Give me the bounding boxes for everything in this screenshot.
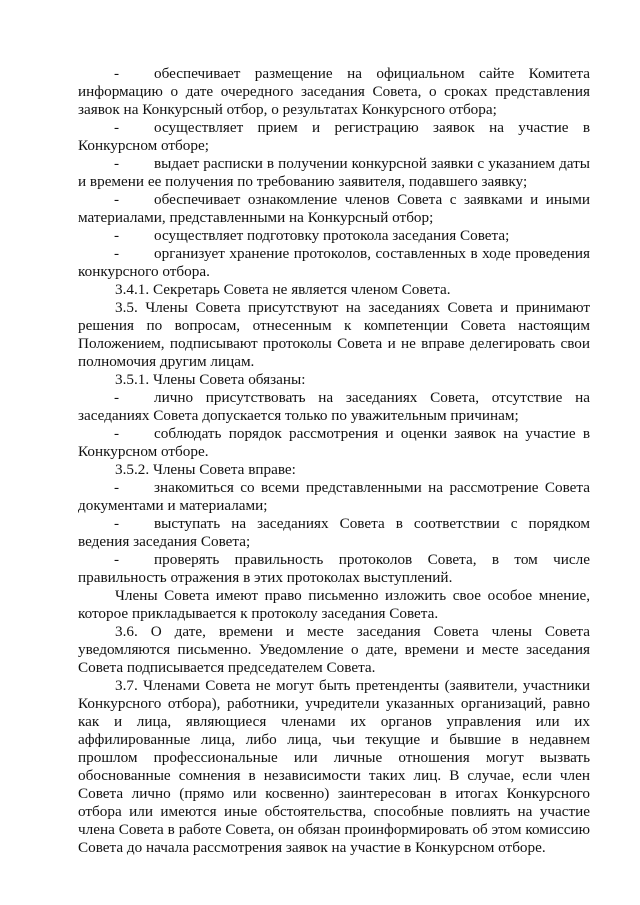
dash-bullet: -	[114, 245, 120, 262]
dash-bullet: -	[114, 191, 120, 208]
list-item-text: обеспечивает размещение на официальном сайте Комитета информацию о дате очередного заседания Совета, о сроках представления заявок на Конкурсный отбор, о результатах Конкурсного отбора;	[78, 65, 590, 118]
list-item-text: обеспечивает ознакомление членов Совета с заявками и иными материалами, представленными на Конкурсный отбор;	[78, 191, 590, 226]
list-item	[78, 65, 590, 119]
list-item	[78, 155, 590, 191]
dash-bullet: -	[114, 479, 120, 496]
paragraph: 3.5.1. Члены Совета обязаны:	[115, 371, 306, 388]
paragraph: 3.5. Члены Совета присутствуют на заседаниях Совета и принимают решения по вопросам, отнесенным к компетенции Совета настоящим Положением, подписывают протоколы Совета и не вправе делегировать свои полномочия другим лицам.	[78, 299, 590, 370]
list-item-text: соблюдать порядок рассмотрения и оценки заявок на участие в Конкурсном отборе.	[78, 425, 590, 460]
dash-bullet: -	[114, 65, 120, 82]
paragraph: 3.6. О дате, времени и месте заседания Совета члены Совета уведомляются письменно. Уведомление о дате, времени и месте заседания Совета подписывается председателем Совета.	[78, 623, 590, 676]
list-item-text: знакомиться со всеми представленными на рассмотрение Совета документами и материалами;	[78, 479, 590, 514]
list-item	[78, 515, 590, 551]
paragraph: 3.4.1. Секретарь Совета не является членом Совета.	[115, 281, 451, 298]
list-item	[78, 551, 590, 587]
paragraph: 3.5.2. Члены Совета вправе:	[115, 461, 296, 478]
list-item-text: выступать на заседаниях Совета в соответствии с порядком ведения заседания Совета;	[78, 515, 590, 550]
list-item-text: лично присутствовать на заседаниях Совета, отсутствие на заседаниях Совета допускается только по уважительным причинам;	[78, 389, 590, 424]
list-item-text: выдает расписки в получении конкурсной заявки с указанием даты и времени ее получения по требованию заявителя, подавшего заявку;	[78, 155, 590, 190]
paragraph: 3.7. Членами Совета не могут быть претенденты (заявители, участники Конкурсного отбора), работники, учредители указанных организаций, равно как и лица, являющиеся членами их органов управления или их аффилированные лица, либо лица, чьи текущие и бывшие в недавнем прошлом профессиональные или личные отношения могут вызвать обоснованные сомнения в независимости таких лиц. В случае, если член Совета лично (прямо или косвенно) заинтересован в итогах Конкурсного отбора или имеются иные обстоятельства, способные повлиять на участие члена Совета в работе Совета, он обязан проинформировать об этом комиссию Совета до начала рассмотрения заявок на участие в Конкурсном отборе.	[78, 677, 590, 856]
list-item	[78, 389, 590, 425]
list-item	[78, 191, 590, 227]
dash-bullet: -	[114, 425, 120, 442]
list-item-text: организует хранение протоколов, составленных в ходе проведения конкурсного отбора.	[78, 245, 590, 280]
list-item-text: проверять правильность протоколов Совета, в том числе правильность отражения в этих протоколах выступлений.	[78, 551, 590, 586]
list-item-text: осуществляет прием и регистрацию заявок на участие в Конкурсном отборе;	[78, 119, 590, 154]
dash-bullet: -	[114, 227, 120, 244]
paragraph: Члены Совета имеют право письменно изложить свое особое мнение, которое прикладывается к протоколу заседания Совета.	[78, 587, 590, 622]
dash-bullet: -	[114, 155, 120, 172]
dash-bullet: -	[114, 515, 120, 532]
dash-bullet: -	[114, 389, 120, 406]
list-item	[78, 479, 590, 515]
list-item	[78, 227, 590, 245]
dash-bullet: -	[114, 551, 120, 568]
list-item-text: осуществляет подготовку протокола заседания Совета;	[154, 227, 510, 244]
list-item	[78, 425, 590, 461]
list-item	[78, 119, 590, 155]
document-body	[78, 65, 590, 857]
list-item	[78, 245, 590, 281]
dash-bullet: -	[114, 119, 120, 136]
